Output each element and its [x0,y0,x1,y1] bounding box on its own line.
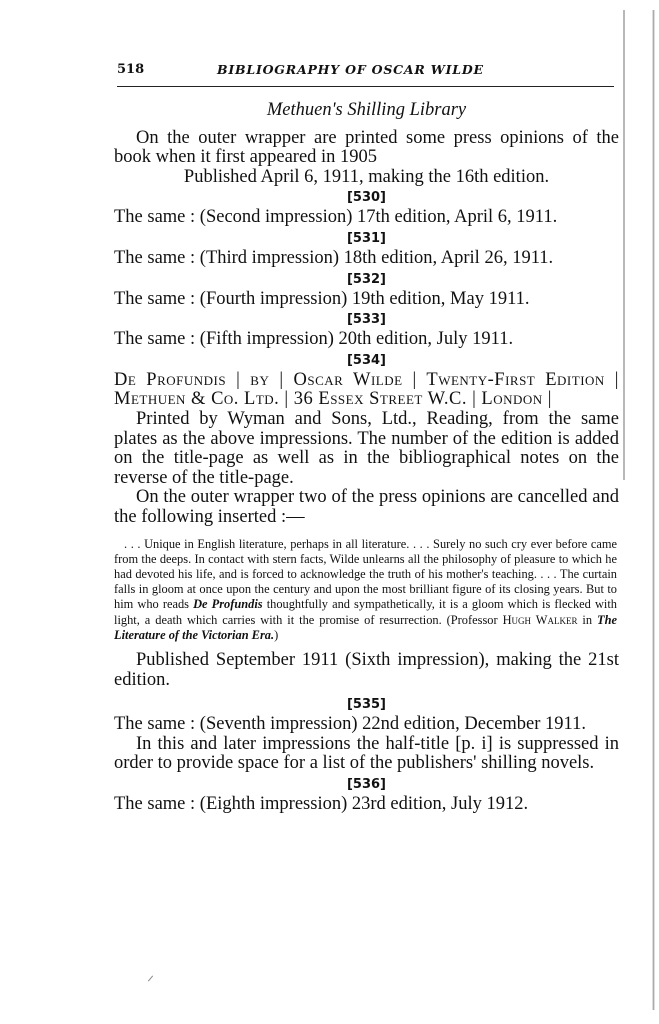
quote-source: The Literature of the Victorian Era. [114,612,617,642]
page-body [114,101,619,814]
section-title: Methuen's Shilling Library [266,100,467,120]
entry-number: [531] [346,230,387,246]
paragraph-printed-by: Printed by Wyman and Sons, Ltd., Reading, from the same plates as the above impressions. The number of the edition is added on the title-page as well as in the bibliographical notes on the reverse of the title-page. [114,408,619,488]
paragraph-outer-wrapper: On the outer wrapper two of the press opinions are cancelled and the following inserted :— [114,487,619,527]
press-opinion-quote [114,537,617,643]
entry-533: The same : (Fifth impression) 20th edition, July 1911. [114,329,514,350]
entry-number: [536] [346,776,387,792]
paragraph-press-opinions: On the outer wrapper are printed some press opinions of the book when it first appeared in 1905 [114,127,619,168]
pencil-mark [148,975,153,981]
page-number: 518 [117,62,145,77]
entry-530: The same : (Second impression) 17th edition, April 6, 1911. [114,207,558,228]
paragraph-half-title: In this and later impressions the half-title [p. i] is suppressed in order to provide space for a list of the publishers' shilling novels. [114,733,619,774]
header-rule [117,86,614,87]
running-header [117,62,614,82]
title-page-transcription: De Profundis | by | Oscar Wilde | Twenty-First Edition | Methuen & Co. Ltd. | 36 Essex Street W.C. | London | [114,369,619,410]
entry-531: The same : (Third impression) 18th edition, April 26, 1911. [114,247,554,268]
quote-author: Hugh Walker [502,612,578,627]
page-edge [652,10,655,1010]
entry-number: [530] [346,190,387,206]
quote-text: thoughtfully and sympathetically, it is a gloom which is flecked with light, a death which carries with it the promise of resurrection. (Professor [114,597,617,627]
entry-number: [533] [346,312,387,328]
entry-number: [535] [346,697,387,713]
entry-535: The same : (Seventh impression) 22nd edition, December 1911. [114,714,586,735]
entry-number: [532] [346,271,387,287]
entry-536: The same : (Eighth impression) 23rd edition, July 1912. [114,793,529,814]
running-title: BIBLIOGRAPHY OF OSCAR WILDE [217,62,484,77]
publication-note-september: Published September 1911 (Sixth impression), making the 21st edition. [114,649,619,690]
entry-532: The same : (Fourth impression) 19th edition, May 1911. [114,288,530,309]
quote-text: . . . Unique in English literature, perhaps in all literature. . . . Surely no such cry ever before came from the deeps. In contact with stern facts, Wilde unlearns all the philosophy of pleasure to which he had devoted his life, and is forced to acknowledge the truth of his mother's teaching. . . . The curtain falls in gloom at once upon the century and upon the most brilliant figure of its closing years. But to him who reads [114,536,617,612]
quote-work-title: De Profundis [193,597,263,612]
quote-text: ) [274,627,279,642]
page-edge-shadow [623,10,625,480]
entry-number: [534] [346,352,387,368]
quote-text: in [577,612,598,627]
publication-note: Published April 6, 1911, making the 16th edition. [183,166,550,187]
